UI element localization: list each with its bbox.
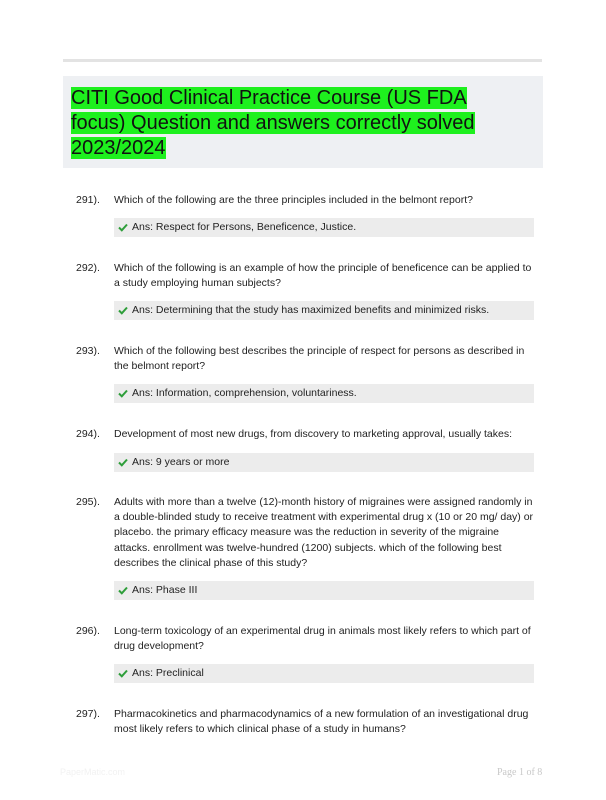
checkmark-icon [118,458,128,467]
question-text: Adults with more than a twelve (12)-month history of migraines were assigned randomly in a double-blinded study to receive treatment with experimental drug x (10 or 20 mg/ day) or placebo. the primary efficacy measure was the reduction in severity of the migraine attacks. enrollment was twelve-hundred (1200) subjects. which of the following best describes the clinical phase of this study? [114,496,534,569]
question-number: 296). [76,625,100,637]
answer-text: Ans: Phase III [132,584,198,596]
question-text: Which of the following are the three principles included in the belmont report? [114,194,473,206]
checkmark-icon [118,586,128,595]
checkmark-icon [118,306,128,315]
checkmark-icon [118,223,128,232]
answer-text: Ans: Respect for Persons, Beneficence, Justice. [132,221,357,233]
answer-box [114,453,534,472]
question-text: Which of the following best describes the principle of respect for persons as described in the belmont report? [114,345,525,373]
answer-text: Ans: Determining that the study has maximized benefits and minimized risks. [132,304,490,316]
question-text: Long-term toxicology of an experimental drug in animals most likely refers to which part of drug development? [114,625,531,653]
answer-box [114,384,534,403]
answer-box [114,301,534,320]
question-text: Development of most new drugs, from discovery to marketing approval, usually takes: [114,428,513,440]
question-number: 293). [76,345,100,357]
page-number: Page 1 of 8 [497,767,543,778]
question-text: Pharmacokinetics and pharmacodynamics of a new formulation of an investigational drug most likely refers to which clinical phase of a study in humans? [114,708,529,736]
question-number: 297). [76,708,100,720]
question-number: 291). [76,194,100,206]
question-number: 294). [76,428,100,440]
checkmark-icon [118,669,128,678]
footer-watermark: PaperMatic.com [60,767,126,777]
top-divider [63,59,542,62]
answer-text: Ans: 9 years or more [132,456,230,468]
title-banner [63,76,543,168]
checkmark-icon [118,389,128,398]
answer-text: Ans: Information, comprehension, voluntariness. [132,387,357,399]
answer-box [114,581,534,600]
question-number: 295). [76,496,100,508]
document-title: CITI Good Clinical Practice Course (US FDA focus) Question and answers correctly solved 2023/2024 [71,87,475,159]
answer-box [114,218,534,237]
question-number: 292). [76,262,100,274]
answer-box [114,664,534,683]
answer-text: Ans: Preclinical [132,667,204,679]
question-text: Which of the following is an example of how the principle of beneficence can be applied to a study employing human subjects? [114,262,532,290]
